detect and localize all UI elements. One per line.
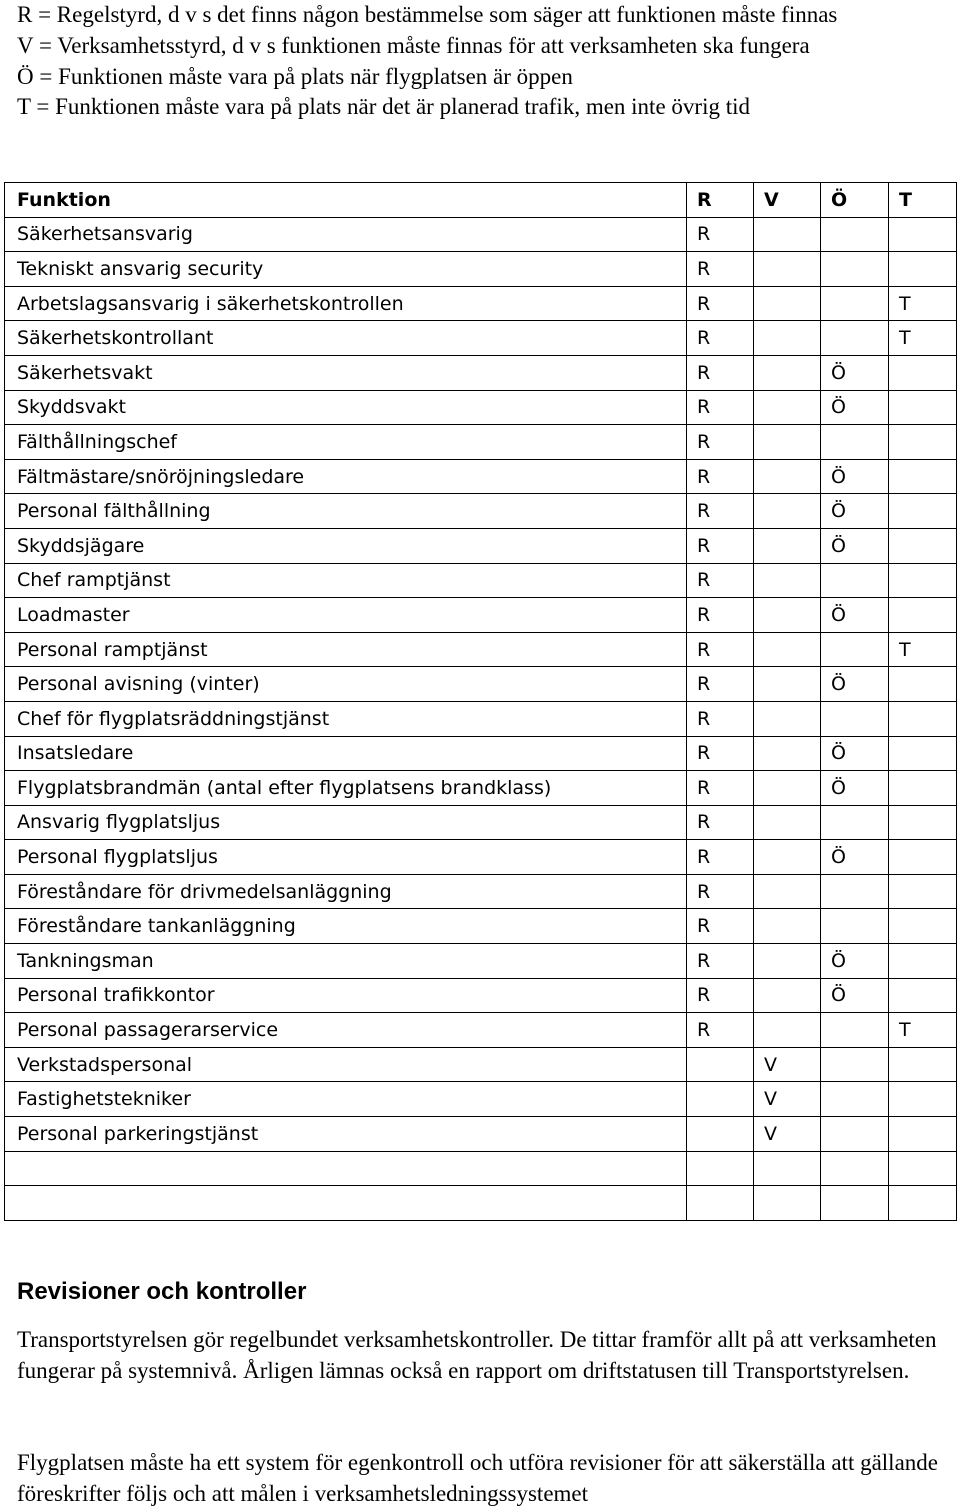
table-row <box>5 425 957 460</box>
table-row <box>5 1082 957 1117</box>
cell-r <box>687 1117 754 1152</box>
cell-r: R <box>687 494 754 529</box>
cell-o <box>821 425 889 460</box>
cell-t <box>889 701 957 736</box>
cell-funktion: Tekniskt ansvarig security <box>5 252 687 287</box>
table-row <box>5 1013 957 1048</box>
cell-r: R <box>687 667 754 702</box>
cell-v <box>754 494 821 529</box>
cell-r: R <box>687 736 754 771</box>
cell-o: Ö <box>821 528 889 563</box>
table-row <box>5 355 957 390</box>
cell-r: R <box>687 459 754 494</box>
cell-r <box>687 1082 754 1117</box>
cell-t <box>889 528 957 563</box>
cell-r: R <box>687 425 754 460</box>
cell-r: R <box>687 528 754 563</box>
cell-funktion <box>5 1186 687 1221</box>
cell-t <box>889 1047 957 1082</box>
cell-v <box>754 1186 821 1221</box>
cell-v <box>754 840 821 875</box>
cell-r: R <box>687 840 754 875</box>
cell-o: Ö <box>821 494 889 529</box>
cell-funktion: Flygplatsbrandmän (antal efter flygplatsens brandklass) <box>5 771 687 806</box>
cell-o <box>821 1151 889 1186</box>
table-row <box>5 252 957 287</box>
cell-v <box>754 805 821 840</box>
cell-funktion: Insatsledare <box>5 736 687 771</box>
cell-t <box>889 874 957 909</box>
paragraph-1: Transportstyrelsen gör regelbundet verksamhetskontroller. De tittar framför allt på att verksamheten fungerar på systemnivå. Årligen lämnas också en rapport om driftstatusen till Transportstyrelsen. <box>17 1327 937 1383</box>
cell-funktion: Föreståndare tankanläggning <box>5 909 687 944</box>
table-row <box>5 528 957 563</box>
cell-r: R <box>687 355 754 390</box>
table-row <box>5 390 957 425</box>
legend <box>17 0 917 123</box>
cell-o <box>821 1082 889 1117</box>
legend-v: V = Verksamhetsstyrd, d v s funktionen måste finnas för att verksamheten ska fungera <box>17 32 810 58</box>
cell-funktion: Föreståndare för drivmedelsanläggning <box>5 874 687 909</box>
table-row <box>5 1117 957 1152</box>
cell-v <box>754 736 821 771</box>
header-v: V <box>754 183 821 218</box>
cell-o <box>821 909 889 944</box>
cell-o: Ö <box>821 771 889 806</box>
cell-v <box>754 459 821 494</box>
cell-v <box>754 286 821 321</box>
cell-t <box>889 1151 957 1186</box>
cell-r: R <box>687 978 754 1013</box>
header-o: Ö <box>821 183 889 218</box>
table-row <box>5 321 957 356</box>
cell-t <box>889 978 957 1013</box>
cell-o <box>821 632 889 667</box>
cell-funktion: Fältmästare/snöröjningsledare <box>5 459 687 494</box>
cell-o: Ö <box>821 667 889 702</box>
cell-o <box>821 563 889 598</box>
cell-r: R <box>687 390 754 425</box>
cell-funktion: Loadmaster <box>5 598 687 633</box>
cell-o <box>821 701 889 736</box>
cell-o: Ö <box>821 459 889 494</box>
table-row <box>5 494 957 529</box>
cell-r <box>687 1151 754 1186</box>
table-row <box>5 701 957 736</box>
cell-t <box>889 252 957 287</box>
cell-o <box>821 874 889 909</box>
table-header-row <box>5 183 957 218</box>
cell-v <box>754 978 821 1013</box>
cell-r: R <box>687 701 754 736</box>
cell-funktion: Tankningsman <box>5 944 687 979</box>
cell-o: Ö <box>821 736 889 771</box>
cell-t <box>889 944 957 979</box>
table-row <box>5 944 957 979</box>
cell-funktion: Verkstadspersonal <box>5 1047 687 1082</box>
cell-o: Ö <box>821 978 889 1013</box>
cell-t: T <box>889 321 957 356</box>
cell-o <box>821 1047 889 1082</box>
table-row <box>5 909 957 944</box>
cell-t <box>889 217 957 252</box>
cell-t: T <box>889 286 957 321</box>
cell-t <box>889 459 957 494</box>
cell-r: R <box>687 944 754 979</box>
cell-r: R <box>687 874 754 909</box>
cell-t <box>889 1186 957 1221</box>
cell-funktion: Personal passagerarservice <box>5 1013 687 1048</box>
table-row <box>5 217 957 252</box>
cell-funktion: Säkerhetsvakt <box>5 355 687 390</box>
cell-v <box>754 874 821 909</box>
cell-o <box>821 252 889 287</box>
cell-r: R <box>687 563 754 598</box>
table-row <box>5 286 957 321</box>
table-row <box>5 1186 957 1221</box>
cell-t <box>889 494 957 529</box>
cell-v <box>754 598 821 633</box>
cell-o <box>821 217 889 252</box>
cell-funktion: Skyddsjägare <box>5 528 687 563</box>
cell-funktion: Personal ramptjänst <box>5 632 687 667</box>
legend-o: Ö = Funktionen måste vara på plats när flygplatsen är öppen <box>17 63 573 89</box>
cell-v <box>754 217 821 252</box>
cell-r: R <box>687 321 754 356</box>
table-row <box>5 805 957 840</box>
table-row <box>5 771 957 806</box>
cell-v <box>754 563 821 598</box>
cell-r: R <box>687 286 754 321</box>
table-body <box>5 217 957 1220</box>
cell-funktion: Fastighetstekniker <box>5 1082 687 1117</box>
table-row <box>5 667 957 702</box>
table-row <box>5 598 957 633</box>
table-row <box>5 1151 957 1186</box>
cell-t: T <box>889 632 957 667</box>
cell-r: R <box>687 632 754 667</box>
cell-funktion: Chef för flygplatsräddningstjänst <box>5 701 687 736</box>
table-row <box>5 736 957 771</box>
cell-funktion: Chef ramptjänst <box>5 563 687 598</box>
cell-o <box>821 1186 889 1221</box>
cell-funktion: Säkerhetsansvarig <box>5 217 687 252</box>
paragraph-2: Flygplatsen måste ha ett system för egenkontroll och utföra revisioner för att säkerställa att gällande föreskrifter följs och att målen i verksamhetsledningssystemet <box>17 1450 938 1506</box>
cell-t <box>889 805 957 840</box>
cell-o: Ö <box>821 355 889 390</box>
cell-t <box>889 667 957 702</box>
cell-o <box>821 1117 889 1152</box>
cell-v <box>754 252 821 287</box>
cell-t <box>889 425 957 460</box>
cell-funktion: Säkerhetskontrollant <box>5 321 687 356</box>
cell-funktion: Personal avisning (vinter) <box>5 667 687 702</box>
cell-funktion: Ansvarig flygplatsljus <box>5 805 687 840</box>
cell-v <box>754 944 821 979</box>
cell-o: Ö <box>821 390 889 425</box>
cell-o: Ö <box>821 598 889 633</box>
cell-v <box>754 355 821 390</box>
cell-funktion: Personal trafikkontor <box>5 978 687 1013</box>
header-r: R <box>687 183 754 218</box>
cell-v <box>754 1151 821 1186</box>
cell-t <box>889 771 957 806</box>
function-table <box>4 182 957 1221</box>
cell-funktion: Personal parkeringstjänst <box>5 1117 687 1152</box>
cell-o: Ö <box>821 840 889 875</box>
cell-t <box>889 1117 957 1152</box>
cell-t <box>889 390 957 425</box>
cell-t <box>889 563 957 598</box>
cell-v <box>754 1013 821 1048</box>
table-row <box>5 840 957 875</box>
cell-t <box>889 840 957 875</box>
cell-r: R <box>687 805 754 840</box>
cell-t <box>889 1082 957 1117</box>
cell-v: V <box>754 1082 821 1117</box>
cell-t <box>889 355 957 390</box>
cell-v <box>754 667 821 702</box>
table-row <box>5 874 957 909</box>
cell-r: R <box>687 1013 754 1048</box>
cell-t: T <box>889 1013 957 1048</box>
cell-r <box>687 1186 754 1221</box>
header-funktion: Funktion <box>5 183 687 218</box>
cell-funktion: Skyddsvakt <box>5 390 687 425</box>
cell-v <box>754 390 821 425</box>
cell-t <box>889 598 957 633</box>
cell-v <box>754 771 821 806</box>
cell-v <box>754 321 821 356</box>
legend-t: T = Funktionen måste vara på plats när det är planerad trafik, men inte övrig tid <box>17 94 750 120</box>
table-row <box>5 632 957 667</box>
cell-r <box>687 1047 754 1082</box>
cell-o: Ö <box>821 944 889 979</box>
legend-r: R = Regelstyrd, d v s det finns någon bestämmelse som säger att funktionen måste finnas <box>17 2 838 27</box>
header-t: T <box>889 183 957 218</box>
cell-funktion: Personal fälthållning <box>5 494 687 529</box>
cell-o <box>821 286 889 321</box>
cell-o <box>821 321 889 356</box>
cell-funktion: Arbetslagsansvarig i säkerhetskontrollen <box>5 286 687 321</box>
cell-o <box>821 805 889 840</box>
cell-r: R <box>687 771 754 806</box>
table-row <box>5 1047 957 1082</box>
table-row <box>5 978 957 1013</box>
cell-funktion: Personal flygplatsljus <box>5 840 687 875</box>
cell-v <box>754 632 821 667</box>
cell-t <box>889 909 957 944</box>
cell-r: R <box>687 252 754 287</box>
cell-v: V <box>754 1047 821 1082</box>
cell-v <box>754 701 821 736</box>
table-row <box>5 563 957 598</box>
cell-v <box>754 528 821 563</box>
cell-t <box>889 736 957 771</box>
cell-funktion: Fälthållningschef <box>5 425 687 460</box>
cell-r: R <box>687 217 754 252</box>
cell-o <box>821 1013 889 1048</box>
cell-v <box>754 909 821 944</box>
table-row <box>5 459 957 494</box>
cell-v: V <box>754 1117 821 1152</box>
cell-v <box>754 425 821 460</box>
cell-r: R <box>687 909 754 944</box>
section-heading: Revisioner och kontroller <box>17 1278 307 1305</box>
cell-funktion <box>5 1151 687 1186</box>
cell-r: R <box>687 598 754 633</box>
